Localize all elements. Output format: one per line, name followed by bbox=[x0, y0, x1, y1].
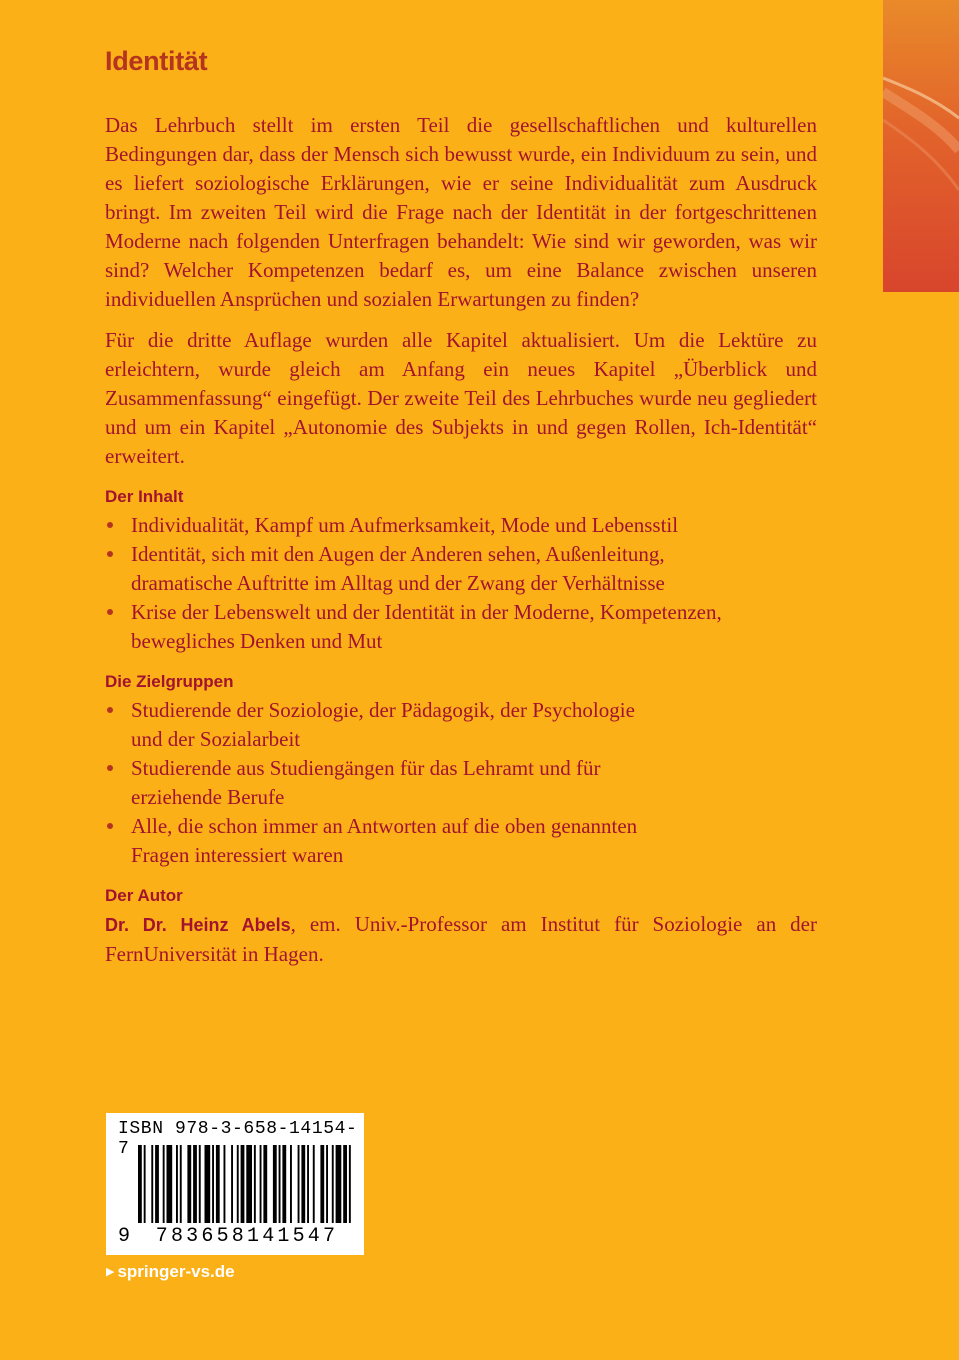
list-item-line: bewegliches Denken und Mut bbox=[131, 629, 383, 653]
barcode-bar bbox=[313, 1145, 315, 1223]
list-item bbox=[105, 511, 817, 540]
barcode-bar bbox=[193, 1145, 197, 1223]
bullet-icon bbox=[107, 522, 113, 528]
bullet-icon bbox=[107, 765, 113, 771]
arrow-right-icon: ▶ bbox=[106, 1266, 115, 1278]
author-name: Dr. Dr. Heinz Abels bbox=[105, 915, 291, 935]
list-item-line: Studierende aus Studiengängen für das Lehramt und für bbox=[131, 756, 601, 780]
bullet-icon bbox=[107, 551, 113, 557]
back-cover-text bbox=[105, 46, 817, 969]
list-item bbox=[105, 696, 817, 754]
list-item-line: Individualität, Kampf um Aufmerksamkeit, Mode und Lebensstil bbox=[131, 513, 679, 537]
barcode-bar bbox=[231, 1145, 233, 1223]
publisher-link[interactable] bbox=[106, 1262, 235, 1282]
barcode-bar bbox=[254, 1145, 256, 1223]
bullet-icon bbox=[107, 707, 113, 713]
decorative-corner-graphic bbox=[883, 0, 959, 292]
list-item-line: Fragen interessiert waren bbox=[131, 843, 344, 867]
barcode-bar bbox=[282, 1145, 286, 1223]
barcode-bars bbox=[116, 1145, 354, 1231]
description-paragraph-2: Für die dritte Auflage wurden alle Kapitel aktualisiert. Um die Lektüre zu erleichtern, wurde gleich am Anfang ein neues Kapitel „Überblick und Zusammenfassung“ eingefügt. Der zweite Teil des Lehrbuches wurde neu gegliedert und um ein Kapitel „Autonomie des Subjekts in und gegen Rollen, Ich-Identität“ erweitert. bbox=[105, 328, 817, 468]
barcode-bar bbox=[237, 1145, 239, 1223]
publisher-url: springer-vs.de bbox=[117, 1262, 235, 1281]
list-item bbox=[105, 754, 817, 812]
barcode-bar bbox=[216, 1145, 220, 1223]
list-item bbox=[105, 540, 817, 598]
zielgruppen-list bbox=[105, 696, 817, 870]
barcode-bar bbox=[205, 1145, 211, 1223]
barcode-bar bbox=[138, 1145, 142, 1223]
list-item-line: dramatische Auftritte im Alltag und der Zwang der Verhältnisse bbox=[131, 571, 665, 595]
bullet-icon bbox=[107, 823, 113, 829]
ean-first-digit: 9 bbox=[118, 1225, 131, 1248]
isbn-barcode bbox=[106, 1113, 364, 1255]
barcode-bar bbox=[332, 1145, 334, 1223]
barcode-bar bbox=[260, 1145, 262, 1223]
inhalt-list bbox=[105, 511, 817, 656]
barcode-bar bbox=[290, 1145, 292, 1223]
barcode-bar bbox=[163, 1145, 165, 1223]
barcode-bar bbox=[199, 1145, 201, 1223]
barcode-bar bbox=[176, 1145, 178, 1223]
barcode-bar bbox=[349, 1145, 351, 1223]
list-item-line: erziehende Berufe bbox=[131, 785, 285, 809]
barcode-bar bbox=[326, 1145, 328, 1223]
list-item-line: Krise der Lebenswelt und der Identität in der Moderne, Kompetenzen, bbox=[131, 600, 722, 624]
list-item-line: Studierende der Soziologie, der Pädagogik, der Psychologie bbox=[131, 698, 635, 722]
barcode-bar bbox=[180, 1145, 182, 1223]
barcode-bar bbox=[298, 1145, 300, 1223]
barcode-bar bbox=[273, 1145, 277, 1223]
barcode-bar bbox=[301, 1145, 305, 1223]
barcode-bar bbox=[155, 1145, 159, 1223]
barcode-bar bbox=[246, 1145, 252, 1223]
inhalt-heading: Der Inhalt bbox=[105, 487, 184, 506]
barcode-bar bbox=[279, 1145, 281, 1223]
barcode-bar bbox=[343, 1145, 347, 1223]
barcode-bar bbox=[187, 1145, 191, 1223]
list-item-line: Identität, sich mit den Augen der Anderen sehen, Außenleitung, bbox=[131, 542, 665, 566]
list-item bbox=[105, 812, 817, 870]
barcode-bar bbox=[336, 1145, 342, 1223]
barcode-bar bbox=[320, 1145, 324, 1223]
barcode-bar bbox=[144, 1145, 146, 1223]
list-item-line: Alle, die schon immer an Antworten auf die oben genannten bbox=[131, 814, 638, 838]
barcode-bar bbox=[224, 1145, 226, 1223]
barcode-bar bbox=[167, 1145, 173, 1223]
barcode-bar bbox=[212, 1145, 214, 1223]
list-item-line: und der Sozialarbeit bbox=[131, 727, 301, 751]
isbn-label: ISBN 978-3-658-14154-7 bbox=[118, 1119, 358, 1159]
swoosh-graphic bbox=[883, 0, 959, 292]
zielgruppen-heading: Die Zielgruppen bbox=[105, 672, 234, 691]
barcode-bar bbox=[307, 1145, 309, 1223]
author-description: , em. Univ.-Professor am Institut für Soziologie an der FernUniversität in Hagen. bbox=[105, 912, 817, 966]
book-title: Identität bbox=[105, 46, 208, 76]
barcode-bar bbox=[151, 1145, 153, 1223]
bullet-icon bbox=[107, 609, 113, 615]
author-bio bbox=[105, 910, 817, 969]
list-item bbox=[105, 598, 817, 656]
autor-heading: Der Autor bbox=[105, 886, 183, 905]
ean-digits: 783658141547 bbox=[155, 1225, 339, 1248]
description-paragraph-1: Das Lehrbuch stellt im ersten Teil die gesellschaftlichen und kulturellen Bedingungen dar, dass der Mensch sich bewusst wurde, ein Individuum zu sein, und es liefert soziologische Erklärungen, wie er seine Individualität zum Ausdruck bringt. Im zweiten Teil wird die Frage nach der Identität in der fortgeschrittenen Moderne nach folgenden Unterfragen behandelt: Wie sind wir geworden, was wir sind? Welcher Kompetenzen bedarf es, um eine Balance zwischen unseren individuellen Ansprüchen und sozialen Erwartungen zu finden? bbox=[105, 113, 817, 311]
barcode-bar bbox=[241, 1145, 245, 1223]
barcode-bar bbox=[263, 1145, 267, 1223]
